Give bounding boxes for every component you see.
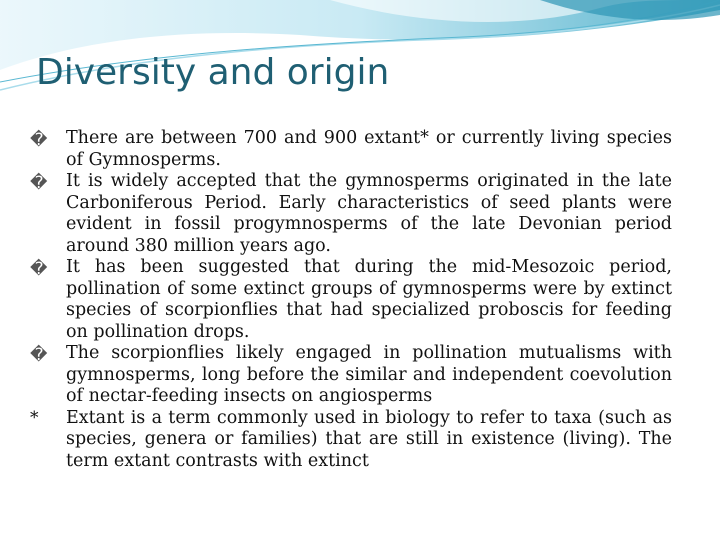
bullet-marker: �: [30, 173, 48, 193]
footnote-text: Extant is a term commonly used in biology to refer to taxa (such as species, genera or families) that are still in existence (living). The term extant contrasts with extinct: [66, 407, 672, 471]
bullet-item: [30, 171, 672, 257]
bullet-text: There are between 700 and 900 extant* or currently living species of Gymnosperms.: [66, 128, 672, 170]
bullet-text: It has been suggested that during the mid-Mesozoic period, pollination of some extinct groups of gymnosperms were by extinct species of scorpionflies that had specialized proboscis for feeding on pollination drops.: [66, 257, 672, 342]
slide-title: Diversity and origin: [36, 52, 390, 93]
footnote: [30, 408, 672, 473]
bullet-text: It is widely accepted that the gymnosperms originated in the late Carboniferous Period. Early characteristics of seed plants were evident in fossil progymnosperms of the late Devonian period around 380 million years ago.: [66, 171, 672, 256]
bullet-marker: �: [30, 130, 48, 150]
slide-body: [30, 128, 672, 472]
bullet-marker: �: [30, 259, 48, 279]
bullet-text: The scorpionflies likely engaged in pollination mutualisms with gymnosperms, long before the similar and independent coevolution of nectar-feeding insects on angiosperms: [66, 343, 672, 406]
footnote-marker: *: [30, 407, 39, 428]
bullet-marker: �: [30, 345, 48, 365]
bullet-item: [30, 343, 672, 408]
bullet-item: [30, 257, 672, 343]
bullet-item: [30, 128, 672, 171]
